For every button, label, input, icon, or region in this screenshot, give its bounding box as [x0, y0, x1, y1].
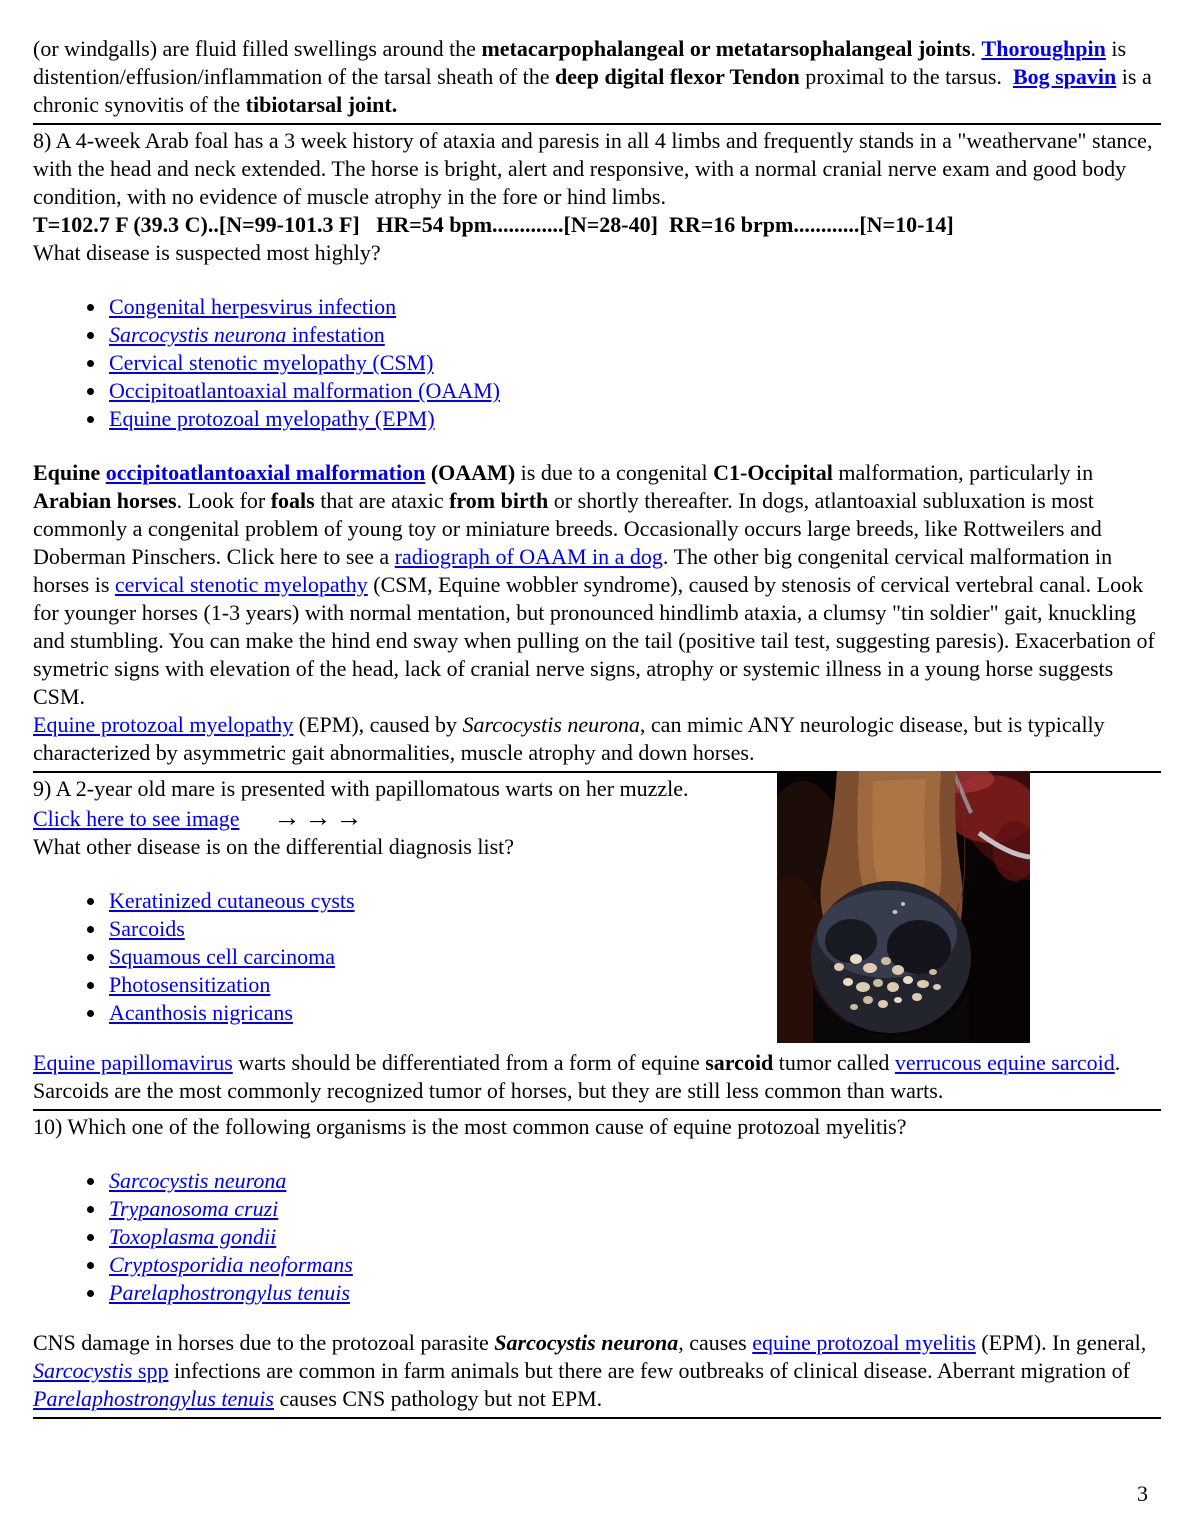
text-run: Sarcocystis neurona: [494, 1330, 679, 1355]
inline-link[interactable]: Sarcocystis: [33, 1358, 133, 1383]
q8-explanation-paragraph-1: [33, 459, 1161, 711]
inline-link[interactable]: infestation: [286, 322, 385, 347]
text-run: (EPM), caused by: [293, 712, 463, 737]
text-run: Sarcocystis neurona: [462, 712, 640, 737]
text-run: foals: [270, 488, 315, 513]
text-run: , causes: [678, 1330, 753, 1355]
inline-link[interactable]: radiograph of OAAM in a dog: [394, 544, 663, 569]
inline-link[interactable]: Trypanosoma cruzi: [109, 1196, 279, 1221]
inline-link[interactable]: occipitoatlantoaxial malformation: [105, 460, 426, 485]
answer-option: [107, 321, 1161, 349]
inline-link[interactable]: Equine protozoal myelopathy: [33, 712, 294, 737]
text-run: . Look for: [176, 488, 271, 513]
inline-link[interactable]: Cryptosporidia neoformans: [109, 1252, 353, 1277]
inline-link[interactable]: Toxoplasma gondii: [109, 1224, 277, 1249]
answer-option: [107, 1279, 1161, 1307]
q8-explanation-paragraph-2: [33, 711, 1161, 767]
inline-link[interactable]: equine protozoal myelitis: [752, 1330, 976, 1355]
text-run: is a chronic synovitis of the: [33, 64, 1158, 117]
text-run: proximal to the tarsus.: [799, 64, 1013, 89]
q10-options-list: [33, 1167, 1161, 1307]
inline-link[interactable]: Equine papillomavirus: [33, 1050, 233, 1075]
answer-option: [107, 1251, 1161, 1279]
text-run: CNS damage in horses due to the protozoal parasite: [33, 1330, 495, 1355]
inline-link[interactable]: Bog spavin: [1012, 64, 1117, 89]
answer-option: [107, 1167, 1161, 1195]
intro-paragraph: [33, 35, 1161, 119]
text-run: or shortly thereafter. In dogs, atlantoaxial subluxation is most commonly a congenital problem of young toy or miniature breeds. Occasionally occurs large breeds, like Rottweilers and Doberman Pinschers. Click here to see a: [33, 488, 1108, 569]
text-run: from birth: [449, 488, 549, 513]
q9-explanation-paragraph: [33, 1049, 1161, 1105]
inline-link[interactable]: Parelaphostrongylus tenuis: [33, 1386, 274, 1411]
inline-link[interactable]: Sarcocystis neurona: [109, 1168, 287, 1193]
q10-explanation-paragraph: [33, 1329, 1161, 1413]
text-run: malformation, particularly in: [832, 460, 1099, 485]
text-run: that are ataxic: [314, 488, 450, 513]
text-run: .: [970, 36, 982, 61]
inline-link[interactable]: Thoroughpin: [981, 36, 1106, 61]
text-run: is due to a congenital: [515, 460, 714, 485]
horse-muzzle-photo: [777, 771, 1030, 1043]
text-run: tibiotarsal joint.: [245, 92, 398, 117]
answer-option: [107, 349, 1161, 377]
text-run: warts should be differentiated from a form of equine: [232, 1050, 706, 1075]
answer-option: [107, 1195, 1161, 1223]
q9-question-text: 9) A 2-year old mare is presented with papillomatous warts on her muzzle.: [33, 776, 689, 801]
inline-link[interactable]: Squamous cell carcinoma: [109, 944, 336, 969]
text-run: tumor called: [773, 1050, 895, 1075]
inline-link[interactable]: Equine protozoal myelopathy (EPM): [109, 406, 435, 431]
inline-link[interactable]: cervical stenotic myelopathy: [114, 572, 368, 597]
page-number: 3: [1137, 1481, 1148, 1506]
text-run: , can mimic ANY neurologic disease, but is typically characterized by asymmetric gait abnormalities, muscle atrophy and down horses.: [33, 712, 1111, 765]
inline-link[interactable]: verrucous equine sarcoid: [894, 1050, 1115, 1075]
text-run: Arabian horses: [33, 488, 177, 513]
text-run: (EPM). In general,: [975, 1330, 1152, 1355]
text-run: (or windgalls) are fluid filled swellings around the: [33, 36, 482, 61]
q9-prompt: What other disease is on the differential diagnosis list?: [33, 834, 515, 859]
q8-prompt: What disease is suspected most highly?: [33, 240, 381, 265]
text-run: deep digital flexor Tendon: [554, 64, 800, 89]
text-run: causes CNS pathology but not EPM.: [273, 1386, 603, 1411]
inline-link[interactable]: Parelaphostrongylus tenuis: [109, 1280, 350, 1305]
text-run: (OAAM): [425, 460, 516, 485]
text-run: 8) A 4-week Arab foal has a 3 week history of ataxia and paresis in all 4 limbs and frequently stands in a "weathervane" stance, with the head and neck extended. The horse is bright, alert and responsive, with a normal cranial nerve exam and good body condition, with no evidence of muscle atrophy in the fore or hind limbs.: [33, 128, 1158, 209]
question-8-section: [33, 127, 1161, 767]
text-run: . The other big congenital cervical malformation in horses is: [33, 544, 1118, 597]
inline-link[interactable]: Sarcocystis neurona: [109, 322, 287, 347]
text-run: (CSM, Equine wobbler syndrome), caused by stenosis of cervical vertebral canal. Look for younger horses (1-3 years) with normal mentation, but pronounced hindlimb ataxia, a clumsy "tin soldier" gait, knuckling and stumbling. You can make the hind end sway when pulling on the tail (positive tail test, suggesting paresis). Exacerbation of symetric signs with elevation of the head, lack of cranial nerve signs, atrophy or systemic illness in a young horse suggests CSM.: [33, 572, 1161, 709]
inline-link[interactable]: Sarcoids: [109, 916, 185, 941]
inline-link[interactable]: Occipitoatlantoaxial malformation (OAAM): [109, 378, 500, 403]
q8-vitals-line: T=102.7 F (39.3 C)..[N=99-101.3 F] HR=54 bpm.............[N=28-40] RR=16 brpm............[N=10-14]: [33, 212, 954, 237]
inline-link[interactable]: Photosensitization: [109, 972, 271, 997]
click-here-to-see-image-link[interactable]: Click here to see image: [33, 806, 240, 831]
text-run: metacarpophalangeal or metatarsophalangeal joints: [481, 36, 971, 61]
answer-option: [107, 293, 1161, 321]
q8-question-text: [33, 127, 1161, 211]
inline-link[interactable]: Acanthosis nigricans: [109, 1000, 293, 1025]
text-run: . Sarcoids are the most commonly recognized tumor of horses, but they are still less common than warts.: [33, 1050, 1126, 1103]
text-run: Equine: [33, 460, 106, 485]
q8-options-list: [33, 293, 1161, 433]
q10-question-text: 10) Which one of the following organisms is the most common cause of equine protozoal myelitis?: [33, 1114, 907, 1139]
text-run: is distention/effusion/inflammation of the tarsal sheath of the: [33, 36, 1132, 89]
right-arrows-icon: →→→: [273, 802, 367, 832]
inline-link[interactable]: spp: [132, 1358, 169, 1383]
inline-link[interactable]: Keratinized cutaneous cysts: [109, 888, 355, 913]
horse-muzzle-illustration: [777, 771, 1030, 1043]
section-divider: [33, 1417, 1161, 1419]
text-run: infections are common in farm animals but there are few outbreaks of clinical disease. Aberrant migration of: [168, 1358, 1136, 1383]
question-10-section: [33, 1113, 1161, 1413]
answer-option: [107, 1223, 1161, 1251]
text-run: C1-Occipital: [713, 460, 833, 485]
answer-option: [107, 377, 1161, 405]
inline-link[interactable]: Congenital herpesvirus infection: [109, 294, 397, 319]
section-divider: [33, 123, 1161, 125]
text-run: sarcoid: [705, 1050, 774, 1075]
inline-link[interactable]: Cervical stenotic myelopathy (CSM): [109, 350, 434, 375]
answer-option: [107, 405, 1161, 433]
section-divider: [33, 1109, 1161, 1111]
